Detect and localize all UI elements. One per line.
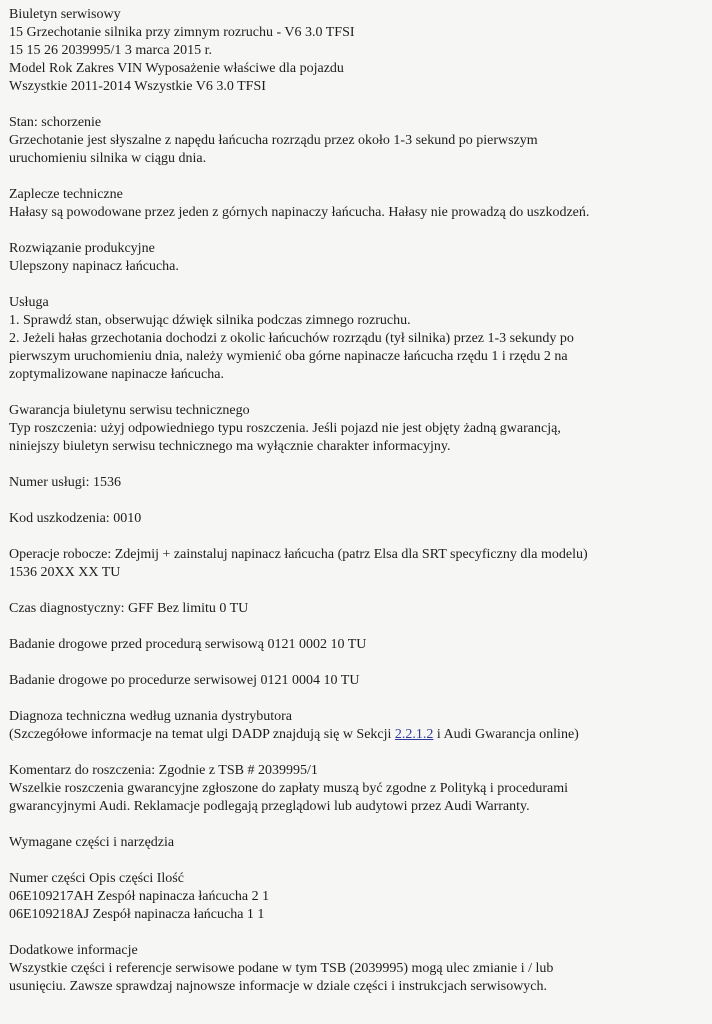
section-technical-background	[9, 186, 703, 222]
diagnostic-time: Czas diagnostyczny: GFF Bez limitu 0 TU	[9, 601, 249, 616]
background-text: Hałasy są powodowane przez jeden z górnych napinaczy łańcucha. Hałasy nie prowadzą do uszkodzeń.	[9, 205, 590, 220]
parts-tools-heading: Wymagane części i narzędzia	[9, 835, 175, 850]
additional-heading: Dodatkowe informacje	[9, 943, 138, 958]
production-text: Ulepszony napinacz łańcucha.	[9, 259, 179, 274]
service-step-2-line-3: zoptymalizowane napinacze łańcucha.	[9, 367, 224, 382]
section-production-solution	[9, 240, 703, 276]
parts-table	[9, 870, 703, 924]
bulletin-title: 15 Grzechotanie silnika przy zimnym rozruchu - V6 3.0 TFSI	[9, 25, 355, 40]
service-heading: Usługa	[9, 295, 49, 310]
claim-comment-text-1: Wszelkie roszczenia gwarancyjne zgłoszone do zapłaty muszą być zgodne z Polityką i procedurami	[9, 781, 568, 796]
labor-text-2: 1536 20XX XX TU	[9, 565, 121, 580]
section-warranty	[9, 402, 703, 456]
additional-text-2: usunięciu. Zawsze sprawdzaj najnowsze informacje w dziale części i instrukcjach serwisowych.	[9, 979, 548, 994]
service-bulletin-document	[9, 6, 703, 996]
road-test-before: Badanie drogowe przed procedurą serwisową 0121 0002 10 TU	[9, 637, 367, 652]
service-step-1: 1. Sprawdź stan, obserwując dźwięk silnika podczas zimnego rozruchu.	[9, 313, 411, 328]
section-labor-operations	[9, 546, 703, 582]
claim-comment-text-2: gwarancyjnymi Audi. Reklamacje podlegają przeglądowi lub audytowi przez Audi Warranty.	[9, 799, 530, 814]
background-heading: Zaplecze techniczne	[9, 187, 123, 202]
service-step-2-line-2: pierwszym uruchomieniu dnia, należy wymienić oba górne napinacze łańcucha rzędu 1 i rzędu 2 na	[9, 349, 568, 364]
section-additional-info	[9, 942, 703, 996]
warranty-text-1: Typ roszczenia: użyj odpowiedniego typu roszczenia. Jeśli pojazd nie jest objęty żadną gwarancją,	[9, 421, 561, 436]
parts-table-header: Numer części Opis części Ilość	[9, 871, 184, 886]
section-service	[9, 294, 703, 384]
road-test-after: Badanie drogowe po procedurze serwisowej 0121 0004 10 TU	[9, 673, 360, 688]
warranty-text-2: niniejszy biuletyn serwisu technicznego ma wyłącznie charakter informacyjny.	[9, 439, 451, 454]
damage-code: Kod uszkodzenia: 0010	[9, 511, 142, 526]
additional-text-1: Wszystkie części i referencje serwisowe podane w tym TSB (2039995) mogą ulec zmianie i / lub	[9, 961, 554, 976]
bulletin-header	[9, 6, 703, 96]
section-claim-comment	[9, 762, 703, 816]
labor-text-1: Operacje robocze: Zdejmij + zainstaluj napinacz łańcucha (patrz Elsa dla SRT specyficzny dla modelu)	[9, 547, 588, 562]
service-step-2-line-1: 2. Jeżeli hałas grzechotania dochodzi z okolic łańcuchów rozrządu (tył silnika) przez 1-3 sekundy po	[9, 331, 574, 346]
condition-heading: Stan: schorzenie	[9, 115, 102, 130]
vehicle-table-header: Model Rok Zakres VIN Wyposażenie właściwe dla pojazdu	[9, 61, 344, 76]
vehicle-table-row: Wszystkie 2011-2014 Wszystkie V6 3.0 TFSI	[9, 79, 266, 94]
section-link[interactable]: 2.2.1.2	[394, 727, 434, 742]
parts-table-row: 06E109218AJ Zespół napinacza łańcucha 1 1	[9, 907, 265, 922]
warranty-heading: Gwarancja biuletynu serwisu technicznego	[9, 403, 250, 418]
dealer-diagnosis-text	[9, 726, 703, 744]
service-number: Numer usługi: 1536	[9, 475, 121, 490]
bulletin-reference: 15 15 26 2039995/1 3 marca 2015 r.	[9, 43, 212, 58]
dealer-diagnosis-heading: Diagnoza techniczna według uznania dystrybutora	[9, 709, 293, 724]
dealer-diagnosis-suffix: i Audi Gwarancja online)	[433, 727, 579, 742]
section-dealer-diagnosis	[9, 708, 703, 744]
condition-text-2: uruchomieniu silnika w ciągu dnia.	[9, 151, 207, 166]
dealer-diagnosis-prefix: (Szczegółowe informacje na temat ulgi DADP znajdują się w Sekcji	[9, 727, 395, 742]
doc-type: Biuletyn serwisowy	[9, 7, 121, 22]
section-condition	[9, 114, 703, 168]
claim-comment-heading: Komentarz do roszczenia: Zgodnie z TSB # 2039995/1	[9, 763, 318, 778]
condition-text-1: Grzechotanie jest słyszalne z napędu łańcucha rozrządu przez około 1-3 sekund po pierwszym	[9, 133, 538, 148]
production-heading: Rozwiązanie produkcyjne	[9, 241, 155, 256]
parts-table-row: 06E109217AH Zespół napinacza łańcucha 2 1	[9, 889, 270, 904]
